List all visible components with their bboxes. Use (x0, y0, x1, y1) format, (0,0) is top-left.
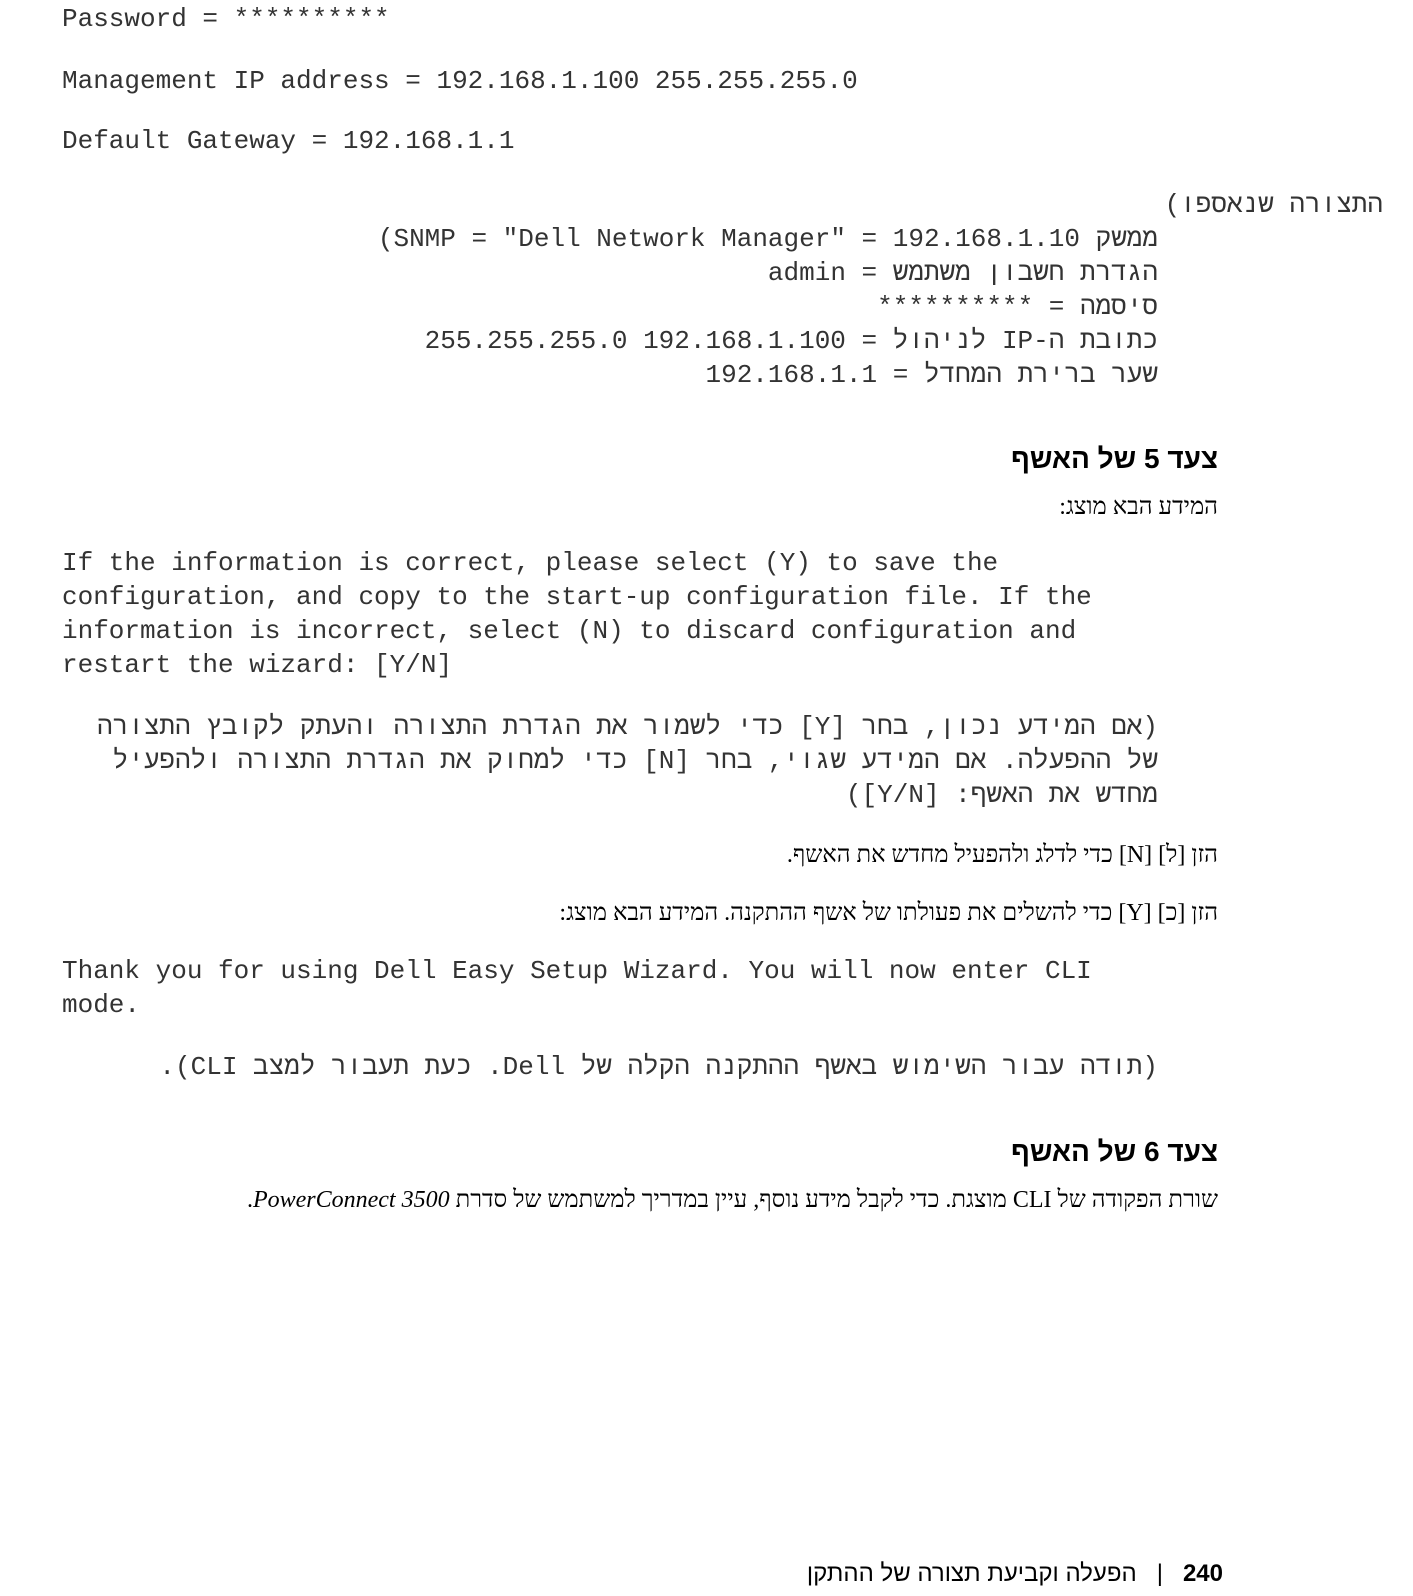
step6-text-suffix: . (246, 1187, 253, 1213)
step5-code-line-2: configuration, and copy to the start-up configuration file. If the (62, 582, 1092, 612)
step5-hebrew-code-line-2: של ההפעלה. אם המידע שגוי, בחר [N] כדי למחוק את הגדרת התצורה ולהפעיל (112, 746, 1158, 776)
step5-code-line-1: If the information is correct, please select (Y) to save the (62, 548, 999, 578)
hebrew-config-title: התצורה שנאספו) (1164, 190, 1383, 220)
step6-heading: צעד 6 של האשף (1010, 1136, 1218, 1167)
step5-hebrew-code-line-3: מחדש את האשף: [Y/N]) (845, 780, 1158, 810)
step5-enter-n: הזן [ל] [N] כדי לדלג ולהפעיל מחדש את האשף. (786, 842, 1218, 868)
hebrew-ip-line: כתובת ה-IP לניהול = 192.168.1.100 255.255.255.0 (424, 326, 1158, 356)
thanks-line-1: Thank you for using Dell Easy Setup Wizard. You will now enter CLI (62, 956, 1092, 986)
step5-code-line-3: information is incorrect, select (N) to discard configuration and (62, 616, 1077, 646)
step5-enter-y: הזן [כ] [Y] כדי להשלים את פעולתו של אשף ההתקנה. המידע הבא מוצג: (559, 900, 1218, 926)
hebrew-thanks: (תודה עבור השימוש באשף ההתקנה הקלה של Dell. כעת תעבור למצב CLI). (159, 1052, 1158, 1082)
chapter-title: הפעלה וקביעת תצורה של ההתקן (806, 1560, 1137, 1587)
footer-separator: | (1156, 1560, 1163, 1587)
page-number: 240 (1182, 1560, 1223, 1587)
hebrew-user-line: הגדרת חשבון משתמש = admin (767, 258, 1158, 288)
step6-text-prefix: שורת הפקודה של CLI מוצגת. כדי לקבל מידע נוסף, עיין במדריך למשתמש של סדרת (449, 1187, 1218, 1213)
step5-code-line-4: restart the wizard: [Y/N] (62, 650, 453, 680)
product-series-name: PowerConnect 3500 (252, 1187, 450, 1213)
password-line: Password = ********** (62, 4, 390, 34)
step5-hebrew-code-line-1: (אם המידע נכון, בחר [Y] כדי לשמור את הגדרת התצורה והעתק לקובץ התצורה (97, 712, 1158, 742)
thanks-line-2: mode. (62, 990, 141, 1020)
step5-heading: צעד 5 של האשף (1010, 443, 1218, 474)
hebrew-gateway-line: שער ברירת המחדל = 192.168.1.1 (705, 360, 1158, 390)
step5-intro: המידע הבא מוצג: (1059, 494, 1218, 520)
mgmt-ip-line: Management IP address = 192.168.1.100 255.255.255.0 (62, 66, 858, 96)
hebrew-snmp-line: ממשק SNMP = "Dell Network Manager" = 192.168.1.10) (377, 224, 1158, 254)
step6-text (247, 1187, 1218, 1214)
hebrew-password-line: סיסמה = ********** (877, 292, 1158, 322)
page-footer (807, 1560, 1223, 1588)
gateway-line: Default Gateway = 192.168.1.1 (62, 126, 515, 156)
